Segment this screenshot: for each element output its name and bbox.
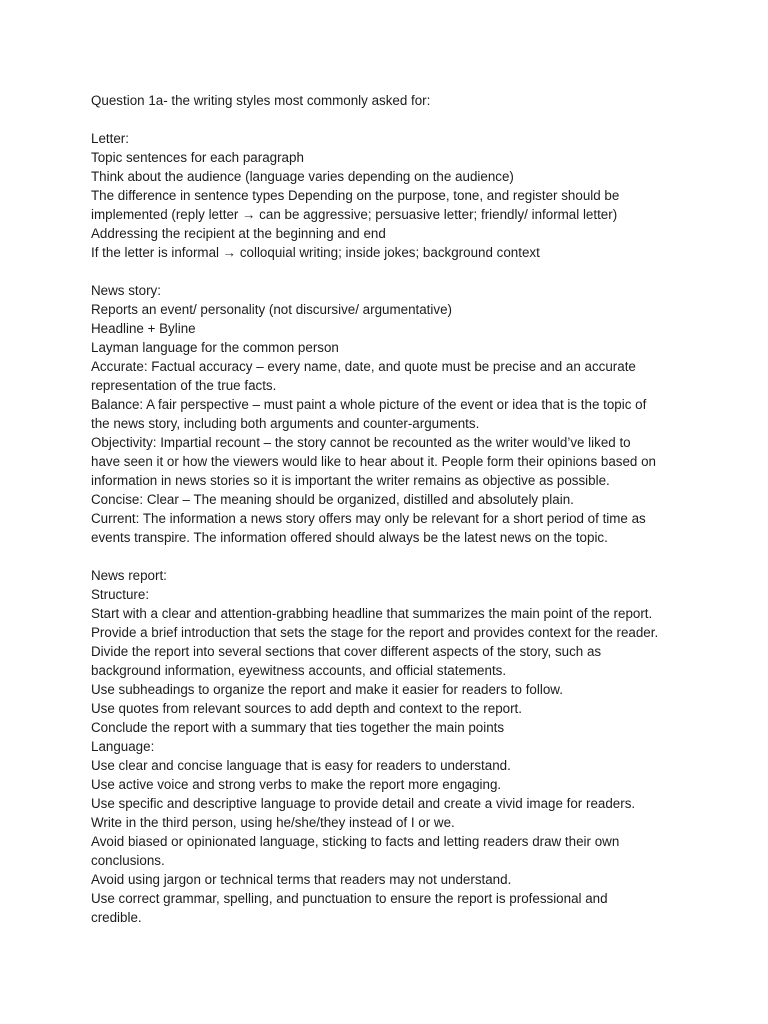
news-story-line: Accurate: Factual accuracy – every name, date, and quote must be precise and an accurate xyxy=(91,359,636,374)
letter-heading: Letter: xyxy=(91,131,129,146)
news-story-line: Headline + Byline xyxy=(91,321,196,336)
document-body xyxy=(91,91,691,927)
news-story-line: the news story, including both arguments and counter-arguments. xyxy=(91,416,480,431)
spacer xyxy=(91,110,691,129)
news-story-line: have seen it or how the viewers would like to hear about it. People form their opinions based on xyxy=(91,454,656,469)
language-line: Use clear and concise language that is easy for readers to understand. xyxy=(91,758,511,773)
structure-line: Provide a brief introduction that sets the stage for the report and provides context for the reader. xyxy=(91,625,659,640)
news-story-line: Balance: A fair perspective – must paint a whole picture of the event or idea that is the topic of xyxy=(91,397,647,412)
document-title: Question 1a- the writing styles most commonly asked for: xyxy=(91,93,431,108)
structure-line: Conclude the report with a summary that ties together the main points xyxy=(91,720,505,735)
structure-heading: Structure: xyxy=(91,587,150,602)
language-line: Avoid using jargon or technical terms that readers may not understand. xyxy=(91,872,512,887)
spacer xyxy=(91,547,691,566)
news-story-heading: News story: xyxy=(91,283,161,298)
language-line: Use correct grammar, spelling, and punctuation to ensure the report is professional and xyxy=(91,891,608,906)
structure-line: Divide the report into several sections that cover different aspects of the story, such as xyxy=(91,644,602,659)
news-story-line: Current: The information a news story offers may only be relevant for a short period of time as xyxy=(91,511,646,526)
letter-line: Think about the audience (language varies depending on the audience) xyxy=(91,169,514,184)
letter-line: The difference in sentence types Depending on the purpose, tone, and register should be xyxy=(91,188,620,203)
news-story-line: representation of the true facts. xyxy=(91,378,277,393)
news-story-line: events transpire. The information offered should always be the latest news on the topic. xyxy=(91,530,608,545)
structure-line: Use subheadings to organize the report and make it easier for readers to follow. xyxy=(91,682,563,697)
spacer xyxy=(91,262,691,281)
language-line: Write in the third person, using he/she/they instead of I or we. xyxy=(91,815,455,830)
letter-line: Addressing the recipient at the beginning and end xyxy=(91,226,386,241)
letter-line: Topic sentences for each paragraph xyxy=(91,150,304,165)
letter-line: implemented (reply letter → can be aggressive; persuasive letter; friendly/ informal letter) xyxy=(91,207,618,222)
language-line: conclusions. xyxy=(91,853,165,868)
news-story-line: Layman language for the common person xyxy=(91,340,339,355)
letter-line: If the letter is informal → colloquial writing; inside jokes; background context xyxy=(91,245,540,260)
news-story-line: Reports an event/ personality (not discursive/ argumentative) xyxy=(91,302,452,317)
news-report-heading: News report: xyxy=(91,568,167,583)
structure-line: Start with a clear and attention-grabbing headline that summarizes the main point of the report. xyxy=(91,606,653,621)
news-story-line: Concise: Clear – The meaning should be organized, distilled and absolutely plain. xyxy=(91,492,574,507)
language-line: Use active voice and strong verbs to make the report more engaging. xyxy=(91,777,502,792)
language-line: credible. xyxy=(91,910,142,925)
news-story-line: information in news stories so it is important the writer remains as objective as possible. xyxy=(91,473,610,488)
structure-line: background information, eyewitness accounts, and official statements. xyxy=(91,663,507,678)
language-line: Use specific and descriptive language to provide detail and create a vivid image for readers. xyxy=(91,796,636,811)
language-line: Avoid biased or opinionated language, sticking to facts and letting readers draw their own xyxy=(91,834,620,849)
language-heading: Language: xyxy=(91,739,155,754)
structure-line: Use quotes from relevant sources to add depth and context to the report. xyxy=(91,701,522,716)
news-story-line: Objectivity: Impartial recount – the story cannot be recounted as the writer would’ve liked to xyxy=(91,435,631,450)
